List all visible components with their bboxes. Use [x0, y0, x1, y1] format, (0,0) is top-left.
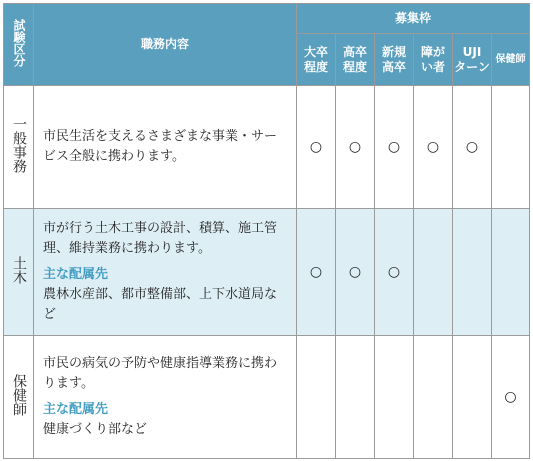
- mark-cell: ○: [453, 86, 492, 209]
- mark-cell: ○: [375, 86, 414, 209]
- column-header-new-highschool: 新規 高卒: [375, 34, 414, 86]
- mark-cell: [414, 209, 453, 336]
- column-header-uji-turn: UJI ターン: [453, 34, 492, 86]
- category-cell: 保健師: [4, 336, 34, 459]
- table-row: [4, 86, 530, 209]
- mark-cell: ○: [414, 86, 453, 209]
- description-cell: [34, 86, 297, 209]
- column-header-university: 大卒 程度: [297, 34, 336, 86]
- mark-cell: ○: [336, 86, 375, 209]
- description-cell: [34, 209, 297, 336]
- mark-cell: [453, 336, 492, 459]
- department-heading: 主な配属先: [43, 402, 109, 417]
- exam-category-header: 試験区分: [4, 4, 34, 86]
- mark-cell: ○: [297, 86, 336, 209]
- table-row: [4, 336, 530, 459]
- mark-cell: ○: [297, 209, 336, 336]
- column-header-public-health-nurse: 保健師: [492, 34, 530, 86]
- mark-cell: [375, 336, 414, 459]
- department-heading: 主な配属先: [43, 267, 109, 282]
- table-row: [4, 209, 530, 336]
- description-cell: [34, 336, 297, 459]
- category-cell: 土木: [4, 209, 34, 336]
- recruitment-group-header: 募集枠: [297, 4, 530, 34]
- job-description: 市民生活を支えるさまざまな事業・サービス全般に携わります。: [43, 129, 278, 164]
- department-list: 農林水産部、都市整備部、上下水道局など: [43, 287, 278, 322]
- mark-cell: [492, 209, 530, 336]
- mark-cell: [414, 336, 453, 459]
- mark-cell: ○: [375, 209, 414, 336]
- column-header-highschool: 高卒 程度: [336, 34, 375, 86]
- column-header-disability: 障が い者: [414, 34, 453, 86]
- job-content-header: 職務内容: [34, 4, 297, 86]
- job-description: 市民の病気の予防や健康指導業務に携わります。: [43, 356, 278, 391]
- mark-cell: ○: [492, 336, 530, 459]
- job-description: 市が行う土木工事の設計、積算、施工管理、維持業務に携わります。: [43, 221, 278, 256]
- mark-cell: [336, 336, 375, 459]
- mark-cell: ○: [336, 209, 375, 336]
- recruitment-table: [3, 3, 530, 459]
- category-cell: 一般事務: [4, 86, 34, 209]
- mark-cell: [492, 86, 530, 209]
- mark-cell: [453, 209, 492, 336]
- mark-cell: [297, 336, 336, 459]
- department-list: 健康づくり部など: [43, 422, 148, 437]
